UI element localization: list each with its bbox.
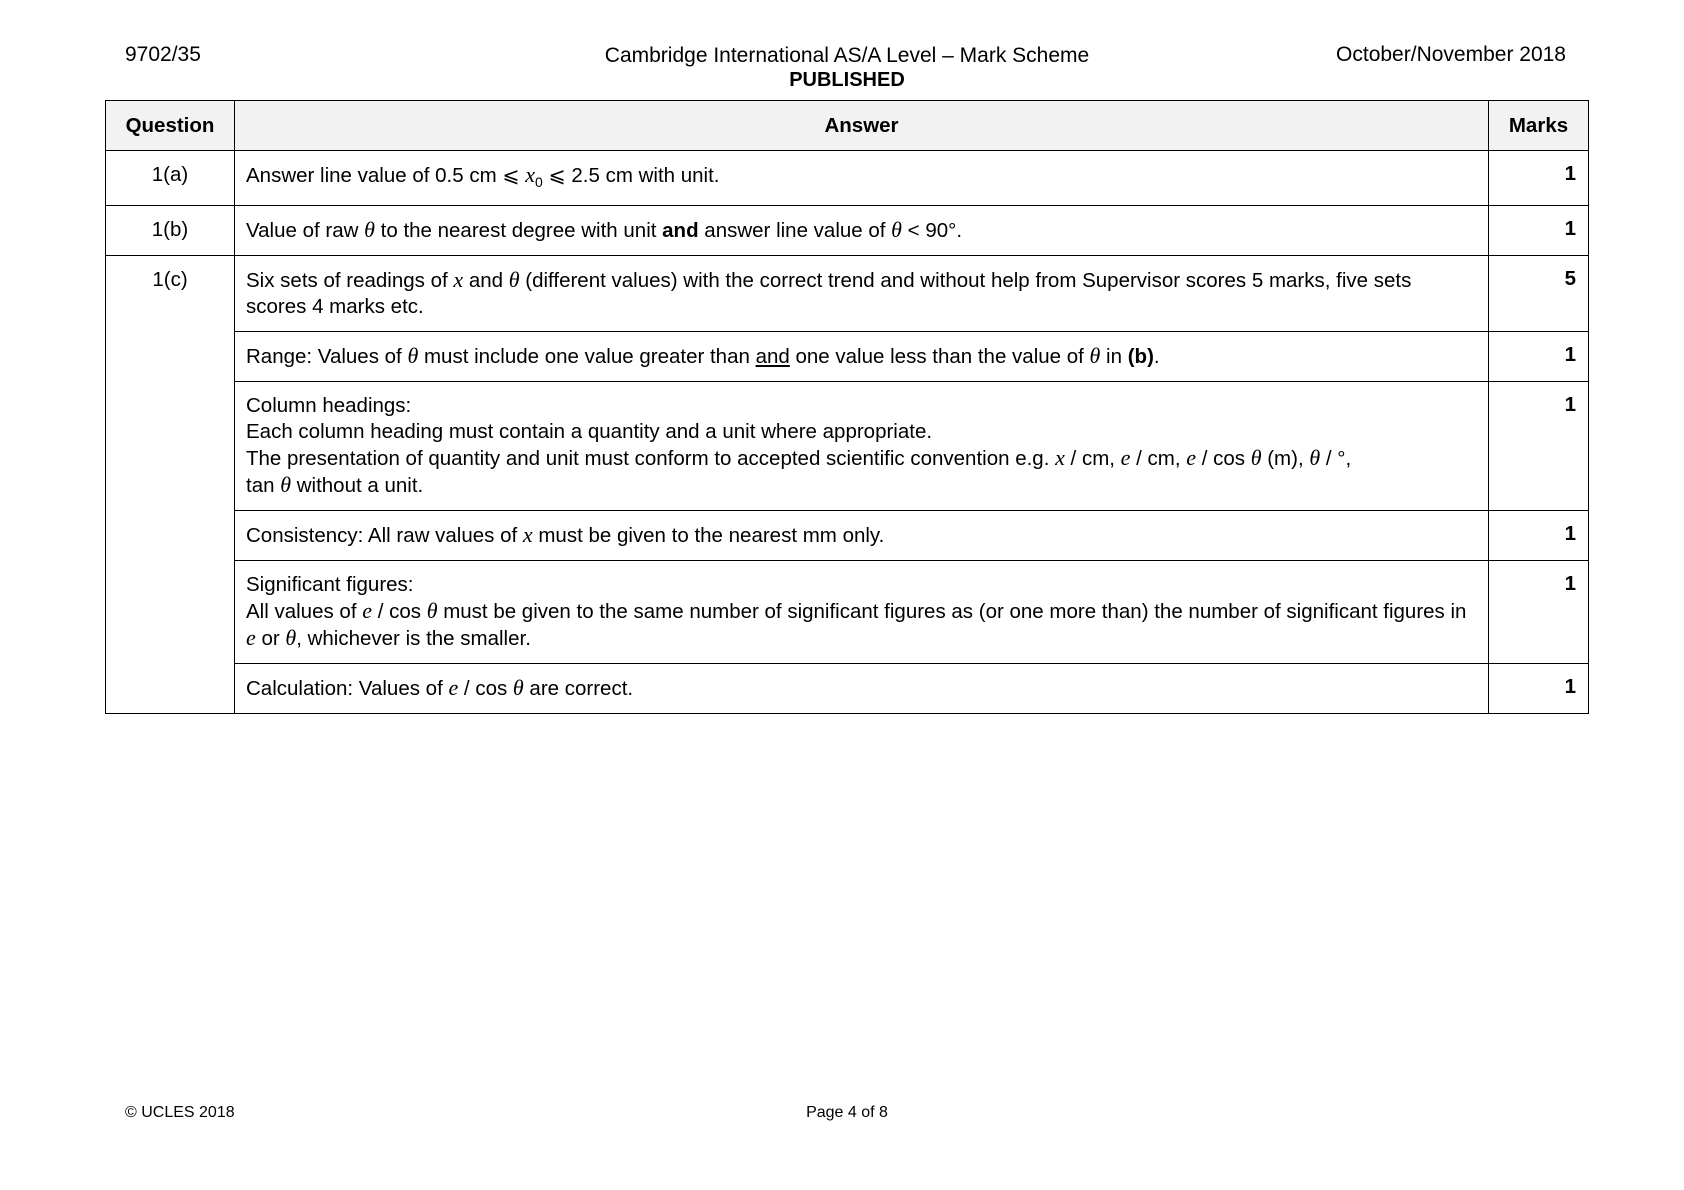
table-row <box>106 256 1589 332</box>
text: one value less than the value of <box>789 345 1090 369</box>
table-row <box>106 332 1589 382</box>
text: / cm, <box>1130 447 1187 471</box>
math-var: θ <box>280 472 292 498</box>
table-row <box>106 382 1589 511</box>
math-var: θ <box>1309 445 1321 471</box>
text: / cos <box>372 600 427 624</box>
title-text: Cambridge International AS/A Level – Mark Scheme <box>604 44 1090 67</box>
math-var: θ <box>891 217 902 243</box>
text: Range: Values of <box>246 345 408 369</box>
text: / cos <box>1196 447 1251 471</box>
text: must include one value greater than <box>418 345 756 369</box>
text: . <box>1153 345 1160 369</box>
text: must be given to the nearest mm only. <box>532 524 885 548</box>
mark-scheme-table <box>105 100 1589 714</box>
answer-cell <box>235 511 1489 561</box>
table-row <box>106 664 1589 714</box>
text: in <box>1100 345 1128 369</box>
math-var: e <box>362 598 372 624</box>
text: < 90°. <box>901 219 963 243</box>
math-var: e <box>1120 445 1131 471</box>
marks-cell: 1 <box>1489 206 1589 256</box>
text: ⩽ 2.5 cm with unit. <box>542 164 720 187</box>
math-var: e <box>1186 445 1197 471</box>
math-var: x <box>525 162 536 187</box>
text: and <box>463 269 509 293</box>
published-label: PUBLISHED <box>789 69 905 91</box>
exam-session: October/November 2018 <box>1336 43 1566 66</box>
table-row <box>106 151 1589 206</box>
math-var: x <box>453 267 464 293</box>
marks-cell: 1 <box>1489 332 1589 382</box>
math-var: θ <box>426 598 438 624</box>
math-subscript: 0 <box>535 174 543 191</box>
math-var: x <box>1055 445 1065 471</box>
text: / cm, <box>1064 447 1121 471</box>
math-var: θ <box>285 625 297 651</box>
text: (different values) with the correct trend and without help from Supervisor scores 5 marks, five sets scores 4 marks etc. <box>246 269 1412 319</box>
math-var: θ <box>508 267 520 293</box>
math-var: e <box>246 625 256 651</box>
text-line: Significant figures: <box>246 573 414 597</box>
marks-cell: 1 <box>1489 664 1589 714</box>
question-cell: 1(a) <box>106 151 235 206</box>
text: Answer line value of 0.5 cm ⩽ <box>246 164 526 187</box>
answer-cell <box>235 206 1489 256</box>
marks-cell: 1 <box>1489 382 1589 511</box>
text: are correct. <box>523 677 634 701</box>
question-cell: 1(b) <box>106 206 235 256</box>
answer-cell <box>235 332 1489 382</box>
text: Six sets of readings of <box>246 269 454 293</box>
text: All values of <box>246 600 363 624</box>
bold-text: and <box>662 219 699 243</box>
table-row <box>106 206 1589 256</box>
text: / cos <box>458 677 513 701</box>
text: must be given to the same number of significant figures as (or one more than) the number of significant figures in <box>437 600 1467 624</box>
text-line <box>246 445 1476 472</box>
table-row <box>106 561 1589 664</box>
marks-cell: 1 <box>1489 151 1589 206</box>
question-cell: 1(c) <box>106 256 235 714</box>
text: answer line value of <box>698 219 892 243</box>
text: , whichever is the smaller. <box>296 627 531 651</box>
text: Consistency: All raw values of <box>246 524 523 548</box>
math-var: θ <box>1089 343 1101 369</box>
text: tan <box>246 474 281 498</box>
text: to the nearest degree with unit <box>374 219 663 243</box>
text-line <box>246 472 1476 499</box>
table-header-row <box>106 101 1589 151</box>
text: (m), <box>1261 447 1310 471</box>
marks-cell: 5 <box>1489 256 1589 332</box>
text: / °, <box>1320 447 1352 471</box>
answer-cell <box>235 382 1489 511</box>
paper-code: 9702/35 <box>125 43 201 66</box>
text: Calculation: Values of <box>246 677 449 701</box>
text: Value of raw <box>246 219 365 243</box>
answer-cell <box>235 151 1489 206</box>
answer-cell <box>235 256 1489 332</box>
text-line <box>246 598 1476 652</box>
table-row <box>106 511 1589 561</box>
math-var: x <box>522 522 533 548</box>
column-header-answer: Answer <box>235 101 1489 151</box>
text-line: Each column heading must contain a quantity and a unit where appropriate. <box>246 420 933 444</box>
underlined-text: and <box>755 345 790 369</box>
math-var: e <box>448 675 459 701</box>
bold-text: (b) <box>1127 345 1154 369</box>
answer-cell <box>235 664 1489 714</box>
text: without a unit. <box>291 474 424 498</box>
math-var: θ <box>407 343 419 369</box>
answer-cell <box>235 561 1489 664</box>
text-line: Column headings: <box>246 394 412 418</box>
marks-cell: 1 <box>1489 561 1589 664</box>
math-var: θ <box>1250 445 1262 471</box>
text: or <box>255 627 286 651</box>
text: The presentation of quantity and unit must conform to accepted scientific convention e.g. <box>246 447 1056 471</box>
column-header-marks: Marks <box>1489 101 1589 151</box>
copyright-notice: © UCLES 2018 <box>125 1104 235 1121</box>
marks-cell: 1 <box>1489 511 1589 561</box>
column-header-question: Question <box>106 101 235 151</box>
math-var: θ <box>364 217 375 243</box>
page-number: Page 4 of 8 <box>806 1104 888 1121</box>
math-var: θ <box>512 675 524 701</box>
